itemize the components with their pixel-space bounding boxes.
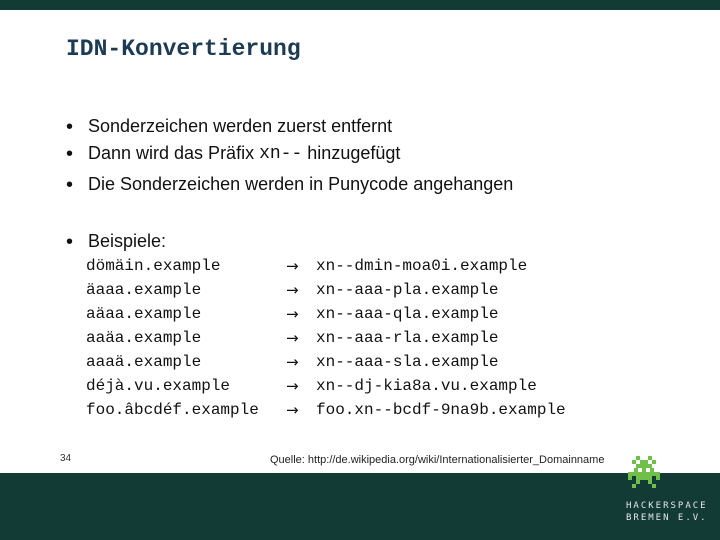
example-to: xn--dmin-moa0i.example [316, 257, 528, 275]
arrow-icon: → [286, 377, 299, 395]
example-row [86, 374, 566, 398]
top-bar [0, 0, 720, 10]
source-citation: Quelle: http://de.wikipedia.org/wiki/Internationalisierter_Domainname [270, 454, 605, 466]
example-row [86, 254, 566, 278]
bullet-4 [66, 231, 166, 252]
example-to: xn--aaa-rla.example [316, 329, 499, 347]
bullet-3-text: Die Sonderzeichen werden in Punycode angehangen [88, 174, 514, 194]
bullet-1-text: Sonderzeichen werden zuerst entfernt [88, 116, 393, 136]
arrow-icon: → [286, 257, 299, 275]
logo-line-1: HACKERSPACE [626, 501, 708, 511]
example-from: äaaa.example [86, 281, 202, 299]
example-from: dömäin.example [86, 257, 221, 275]
example-to: xn--aaa-sla.example [316, 353, 499, 371]
example-from: aaäa.example [86, 329, 202, 347]
bullet-dot-icon: • [66, 142, 74, 165]
arrow-icon: → [286, 305, 299, 323]
example-from: déjà.vu.example [86, 377, 231, 395]
arrow-icon: → [286, 329, 299, 347]
bullet-2-text-post: hinzugefügt [302, 143, 401, 163]
arrow-icon: → [286, 353, 299, 371]
example-to: xn--aaa-pla.example [316, 281, 499, 299]
bullet-3 [66, 174, 513, 195]
page-number: 34 [60, 453, 72, 464]
bullet-2-code: xn-- [259, 143, 303, 164]
bullet-2 [66, 143, 400, 164]
bottom-bar [0, 473, 720, 540]
bullet-dot-icon: • [66, 115, 74, 138]
example-row [86, 302, 566, 326]
example-to: xn--aaa-qla.example [316, 305, 499, 323]
arrow-icon: → [286, 401, 299, 419]
example-row [86, 398, 566, 422]
bullet-dot-icon: • [66, 230, 74, 253]
example-row [86, 278, 566, 302]
hackerspace-logo-text [626, 500, 708, 524]
bullet-4-text: Beispiele: [88, 231, 167, 251]
bullet-1 [66, 116, 392, 137]
example-from: aäaa.example [86, 305, 202, 323]
example-to: xn--dj-kia8a.vu.example [316, 377, 537, 395]
bullet-dot-icon: • [66, 173, 74, 196]
example-row [86, 326, 566, 350]
example-to: foo.xn--bcdf-9na9b.example [316, 401, 566, 419]
example-from: foo.âbcdéf.example [86, 401, 259, 419]
bullet-2-text-pre: Dann wird das Präfix [88, 143, 260, 163]
logo-line-2: BREMEN E.V. [626, 513, 708, 523]
arrow-icon: → [286, 281, 299, 299]
examples-table [86, 254, 566, 422]
slide-title: IDN-Konvertierung [66, 36, 301, 62]
example-row [86, 350, 566, 374]
example-from: aaaä.example [86, 353, 202, 371]
